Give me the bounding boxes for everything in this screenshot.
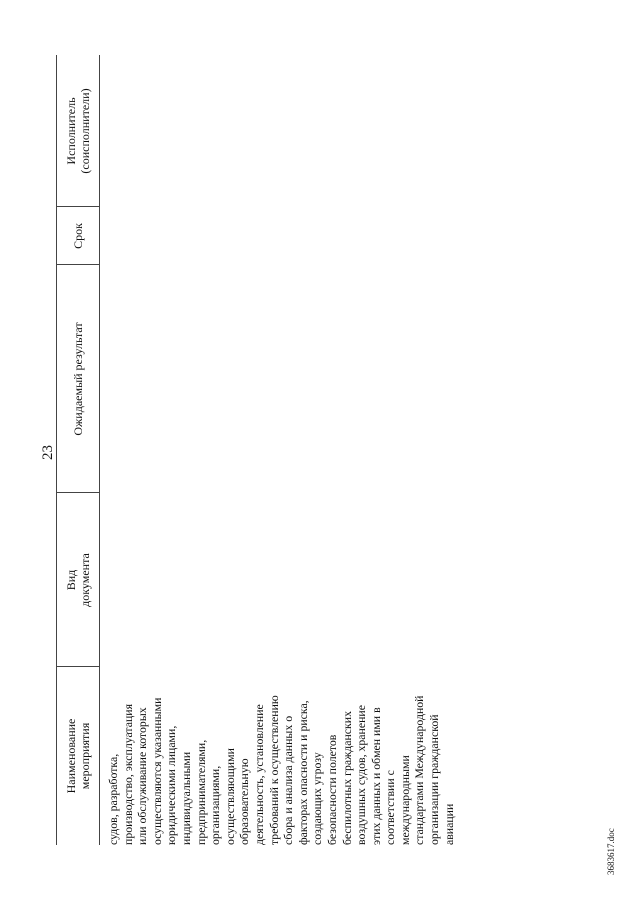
header-executor: Исполнитель (соисполнители): [64, 88, 92, 174]
header-expected-result: Ожидаемый результат: [71, 322, 85, 436]
table-cell-event-name: судов, разработка, производство, эксплуатация или обслуживание которых осуществляются указанными юридическими лицами, индивидуальными предпринимателями, организациями, осуществляющими образовательную деятельность, установление требований к осуществлению сбора и анализа данных о факторах опасности и риска, создающих угрозу безопасности полетов беспилотных гражданских воздушных судов, хранение этих данных и обмен ими в соответствии с международными стандартами Международной организации гражданской авиации: [106, 695, 456, 845]
header-event-name: Наименование мероприятия: [64, 718, 92, 794]
header-document-type: Вид документа: [64, 553, 92, 607]
page-number: 23: [40, 445, 56, 460]
header-deadline: Срок: [71, 223, 85, 249]
table-header: [56, 55, 100, 845]
footer-doc-ref: 3683617.doc: [606, 828, 616, 875]
